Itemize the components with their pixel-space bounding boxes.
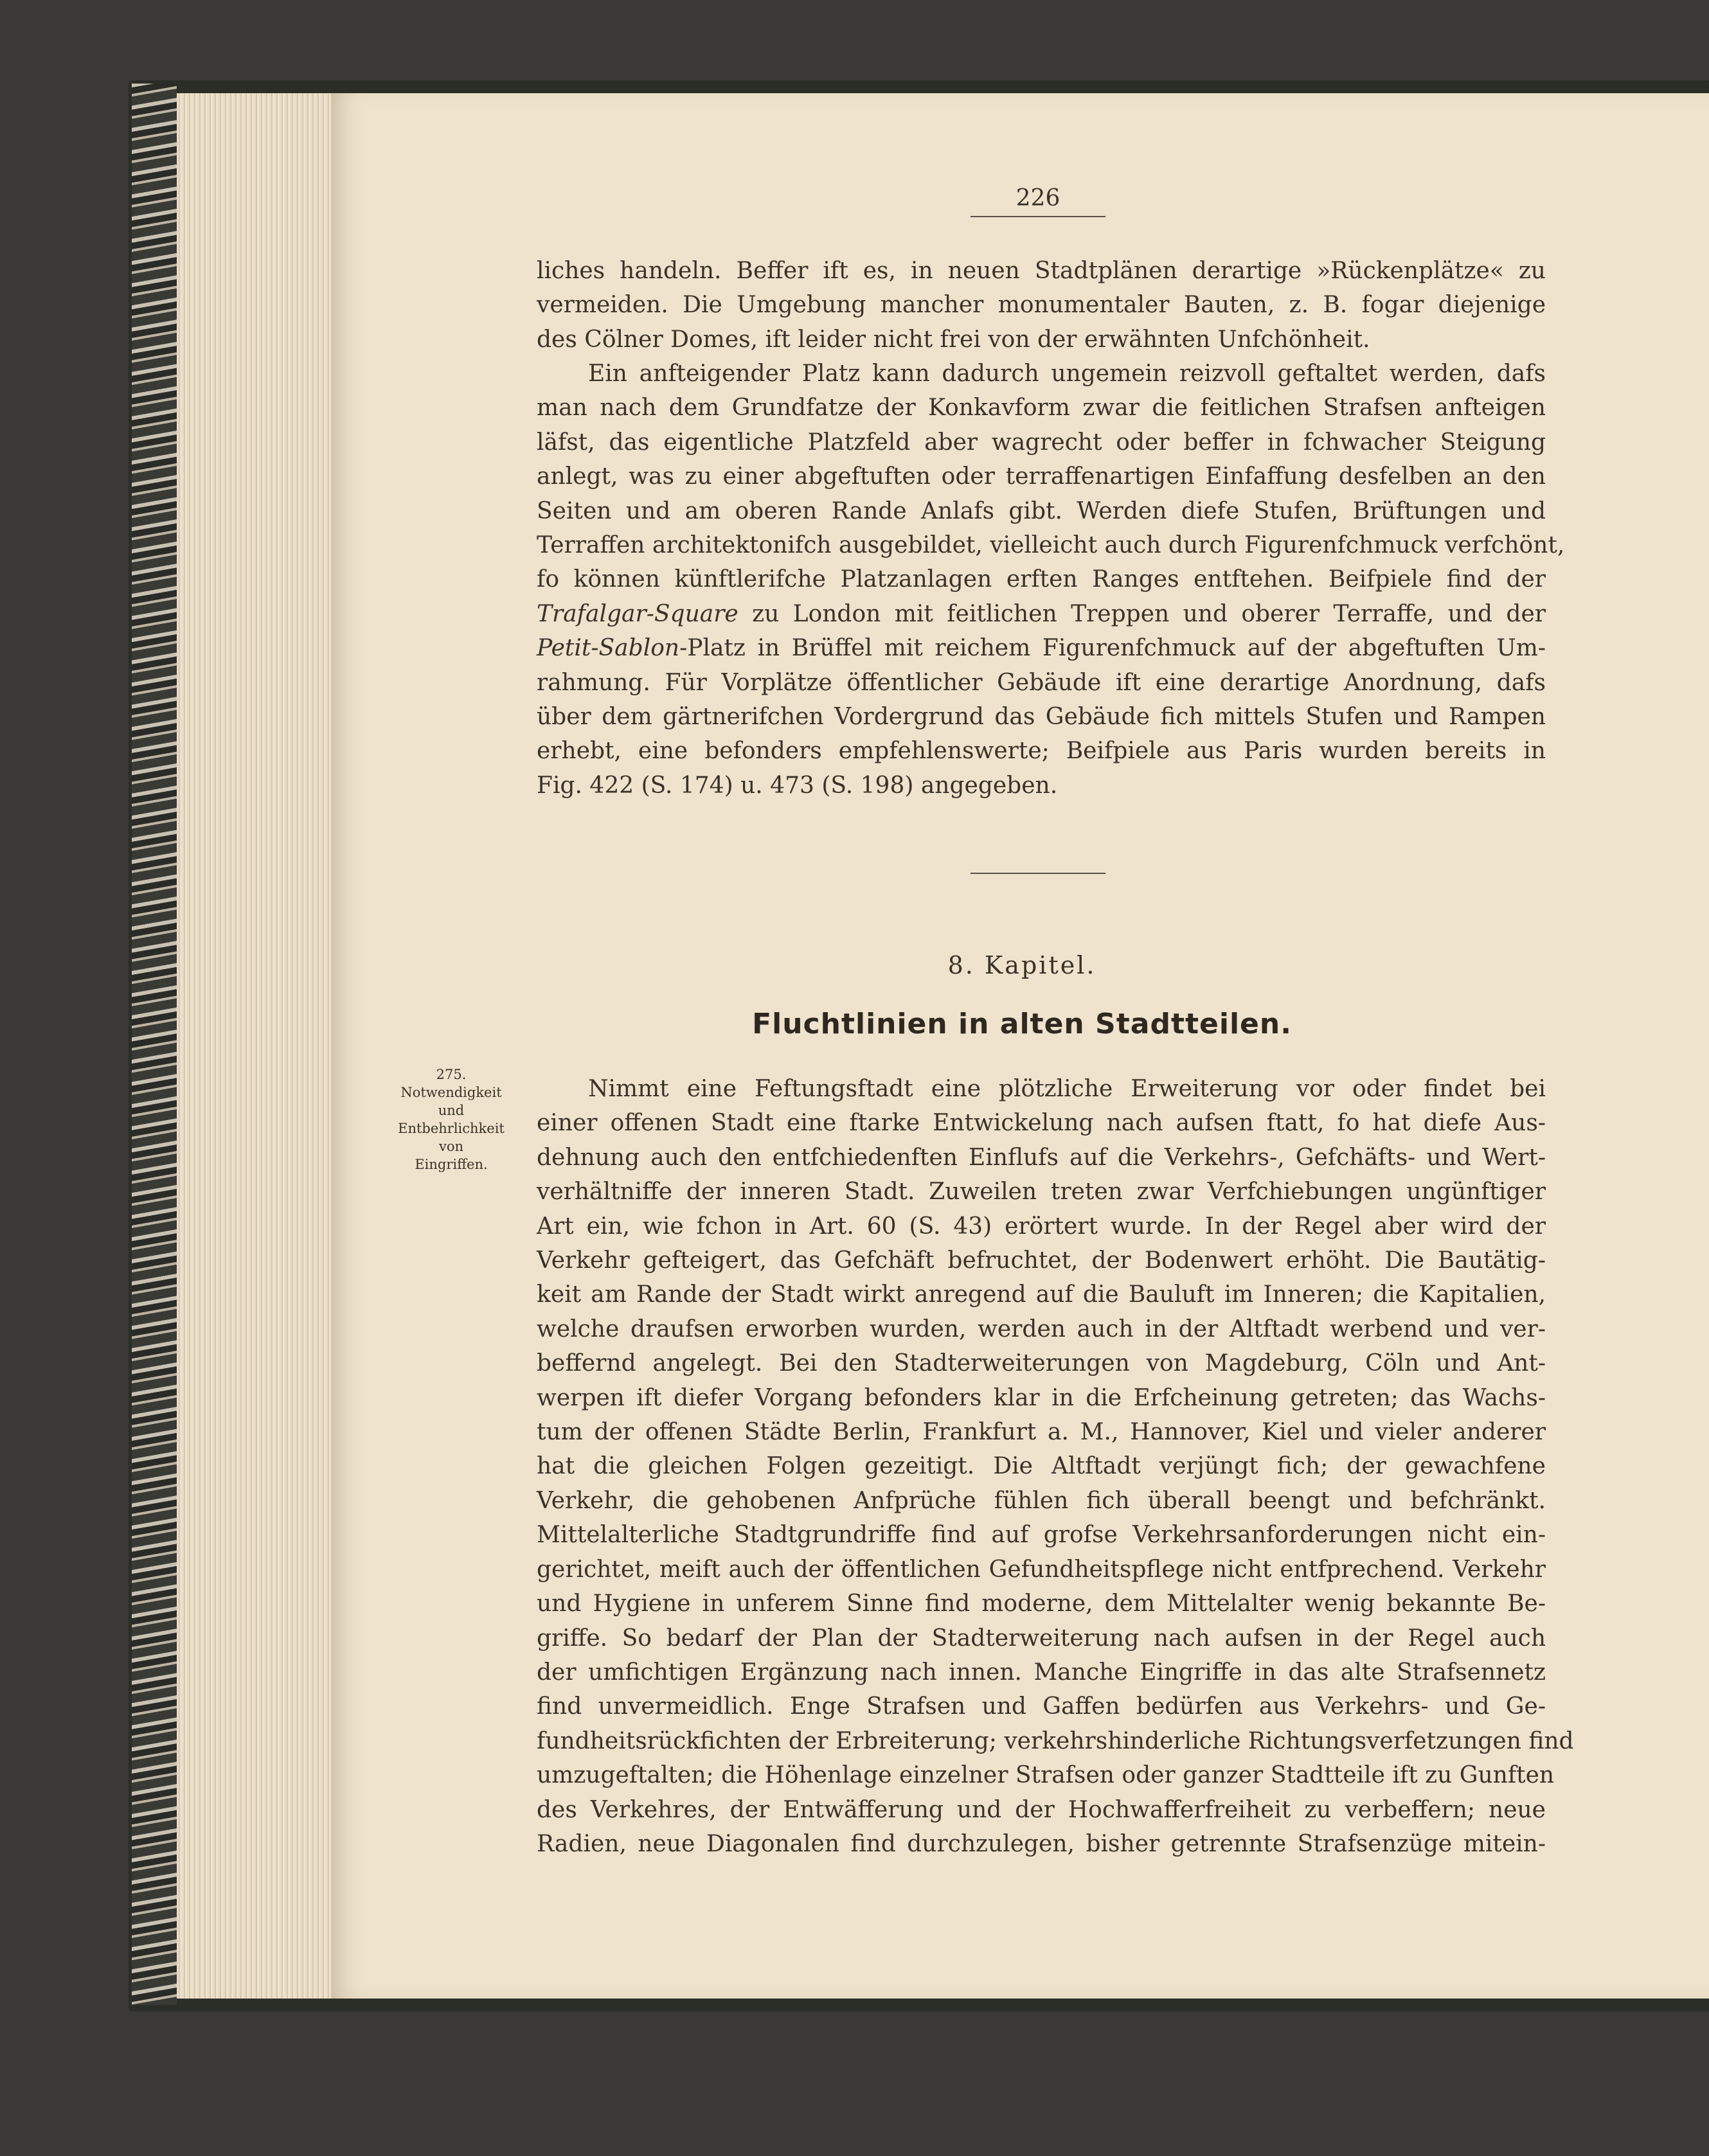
page-number-rule bbox=[971, 216, 1105, 217]
section-separator-rule bbox=[971, 873, 1105, 874]
text-line: Ein anfteigender Platz kann dadurch ungemein reizvoll geftaltet werden, dafs bbox=[588, 361, 1546, 387]
marginal-line: und bbox=[438, 1103, 465, 1118]
text-line: Fig. 422 (S. 174) u. 473 (S. 198) angegeben. bbox=[537, 772, 1058, 799]
text-line: Mittelalterliche Stadtgrundriffe find auf grofse Verkehrsanforderungen nicht ein- bbox=[537, 1522, 1546, 1549]
text-line: einer offenen Stadt eine ftarke Entwickelung nach aufsen ftatt, fo hat diefe Aus- bbox=[537, 1110, 1546, 1137]
marginal-note bbox=[380, 1065, 522, 1173]
text-line: Verkehr gefteigert, das Gefchäft befruchtet, der Bodenwert erhöht. Die Bautätig- bbox=[537, 1247, 1546, 1274]
text-line: liches handeln. Beffer ift es, in neuen Stadtplänen derartige »Rückenplätze« zu bbox=[537, 258, 1546, 284]
page-number: 226 bbox=[1016, 185, 1060, 211]
text-line: Terraffen architektonifch ausgebildet, vielleicht auch durch Figurenfchmuck verfchönt, bbox=[537, 532, 1565, 559]
text-line: läfst, das eigentliche Platzfeld aber wagrecht oder beffer in fchwacher Steigung bbox=[537, 429, 1546, 456]
text-line: dehnung auch den entfchiedenften Einflufs auf die Verkehrs-, Gefchäfts- und Wert- bbox=[537, 1144, 1546, 1171]
book-spine-marbled bbox=[132, 84, 177, 2005]
text-line: vermeiden. Die Umgebung mancher monumentaler Bauten, z. B. fogar diejenige bbox=[537, 292, 1546, 319]
text-line: des Cölner Domes, ift leider nicht frei von der erwähnten Unfchönheit. bbox=[537, 326, 1370, 353]
text-line: verhältniffe der inneren Stadt. Zuweilen treten zwar Verfchiebungen ungünftiger bbox=[537, 1179, 1546, 1206]
text-line: fundheitsrückfichten der Erbreiterung; verkehrshinderliche Richtungsverfetzungen find bbox=[537, 1727, 1574, 1754]
text-line: Radien, neue Diagonalen find durchzulegen, bisher getrennte Strafsenzüge mitein- bbox=[537, 1830, 1546, 1857]
text-line: griffe. So bedarf der Plan der Stadterweiterung nach aufsen in der Regel auch bbox=[537, 1625, 1546, 1652]
text-line: man nach dem Grundfatze der Konkavform zwar die feitlichen Strafsen anfteigen bbox=[537, 395, 1546, 422]
text-line: beffernd angelegt. Bei den Stadterweiterungen von Magdeburg, Cöln und Ant- bbox=[537, 1350, 1546, 1377]
text-line: rahmung. Für Vorplätze öffentlicher Gebäude ift eine derartige Anordnung, dafs bbox=[537, 669, 1546, 696]
chapter-title: Fluchtlinien in alten Stadtteilen. bbox=[752, 1008, 1292, 1040]
text-line: fo können künftlerifche Platzanlagen erften Ranges entftehen. Beifpiele find der bbox=[537, 566, 1546, 593]
marginal-line: Entbehrlichkeit bbox=[398, 1121, 505, 1136]
text-line-italic-place: Trafalgar-Square zu London mit feitlichen Treppen und oberer Terraffe, und der bbox=[537, 600, 1546, 627]
text-line: Art ein, wie fchon in Art. 60 (S. 43) erörtert wurde. In der Regel aber wird der bbox=[537, 1213, 1546, 1240]
marginal-number: 275. bbox=[436, 1067, 467, 1082]
text-line: Nimmt eine Feftungsftadt eine plötzliche Erweiterung vor oder findet bei bbox=[588, 1076, 1546, 1102]
text-line: anlegt, was zu einer abgeftuften oder terraffenartigen Einfaffung desfelben an den bbox=[537, 463, 1546, 490]
text-line: Verkehr, die gehobenen Anfprüche fühlen fich überall beengt und befchränkt. bbox=[537, 1487, 1546, 1514]
text-line: umzugeftalten; die Höhenlage einzelner Strafsen oder ganzer Stadtteile ift zu Gunften bbox=[537, 1762, 1555, 1789]
text-line: der umfichtigen Ergänzung nach innen. Manche Eingriffe in das alte Strafsennetz bbox=[537, 1659, 1546, 1686]
marginal-line: Notwendigkeit bbox=[400, 1085, 502, 1100]
text-line: hat die gleichen Folgen gezeitigt. Die Altftadt verjüngt fich; der gewachfene bbox=[537, 1453, 1546, 1480]
paragraph-2 bbox=[537, 357, 1565, 803]
text-line: keit am Rande der Stadt wirkt anregend auf die Bauluft im Inneren; die Kapitalien, bbox=[537, 1281, 1546, 1308]
text-line: werpen ift diefer Vorgang befonders klar in die Erfcheinung getreten; das Wachs- bbox=[537, 1384, 1546, 1411]
text-line: erhebt, eine befonders empfehlenswerte; Beifpiele aus Paris wurden bereits in bbox=[537, 738, 1546, 765]
paragraph-3 bbox=[537, 1072, 1574, 1861]
marginal-line: Eingriffen. bbox=[415, 1157, 488, 1172]
text-line: welche draufsen erworben wurden, werden auch in der Altftadt werbend und ver- bbox=[537, 1315, 1546, 1342]
text-line: tum der offenen Städte Berlin, Frankfurt a. M., Hannover, Kiel und vieler anderer bbox=[537, 1419, 1546, 1446]
page-edges bbox=[177, 93, 331, 1999]
marginal-line: von bbox=[438, 1139, 464, 1154]
text-line: und Hygiene in unferem Sinne find moderne, dem Mittelalter wenig bekannte Be- bbox=[537, 1590, 1546, 1617]
paragraph-1 bbox=[537, 254, 1546, 357]
text-line-italic-place: Petit-Sablon-Platz in Brüffel mit reichem Figurenfchmuck auf der abgeftuften Um- bbox=[537, 635, 1546, 662]
text-line: über dem gärtnerifchen Vordergrund das Gebäude fich mittels Stufen und Rampen bbox=[537, 704, 1546, 731]
text-line: Seiten und am oberen Rande Anlafs gibt. Werden diefe Stufen, Brüftungen und bbox=[537, 497, 1546, 524]
chapter-label: 8. Kapitel. bbox=[947, 951, 1096, 979]
text-line: gerichtet, meift auch der öffentlichen Gefundheitspflege nicht entfprechend. Verkehr bbox=[537, 1556, 1546, 1583]
text-line: find unvermeidlich. Enge Strafsen und Gaffen bedürfen aus Verkehrs- und Ge- bbox=[537, 1693, 1546, 1720]
text-line: des Verkehres, der Entwäfferung und der Hochwafferfreiheit zu verbeffern; neue bbox=[537, 1796, 1546, 1823]
